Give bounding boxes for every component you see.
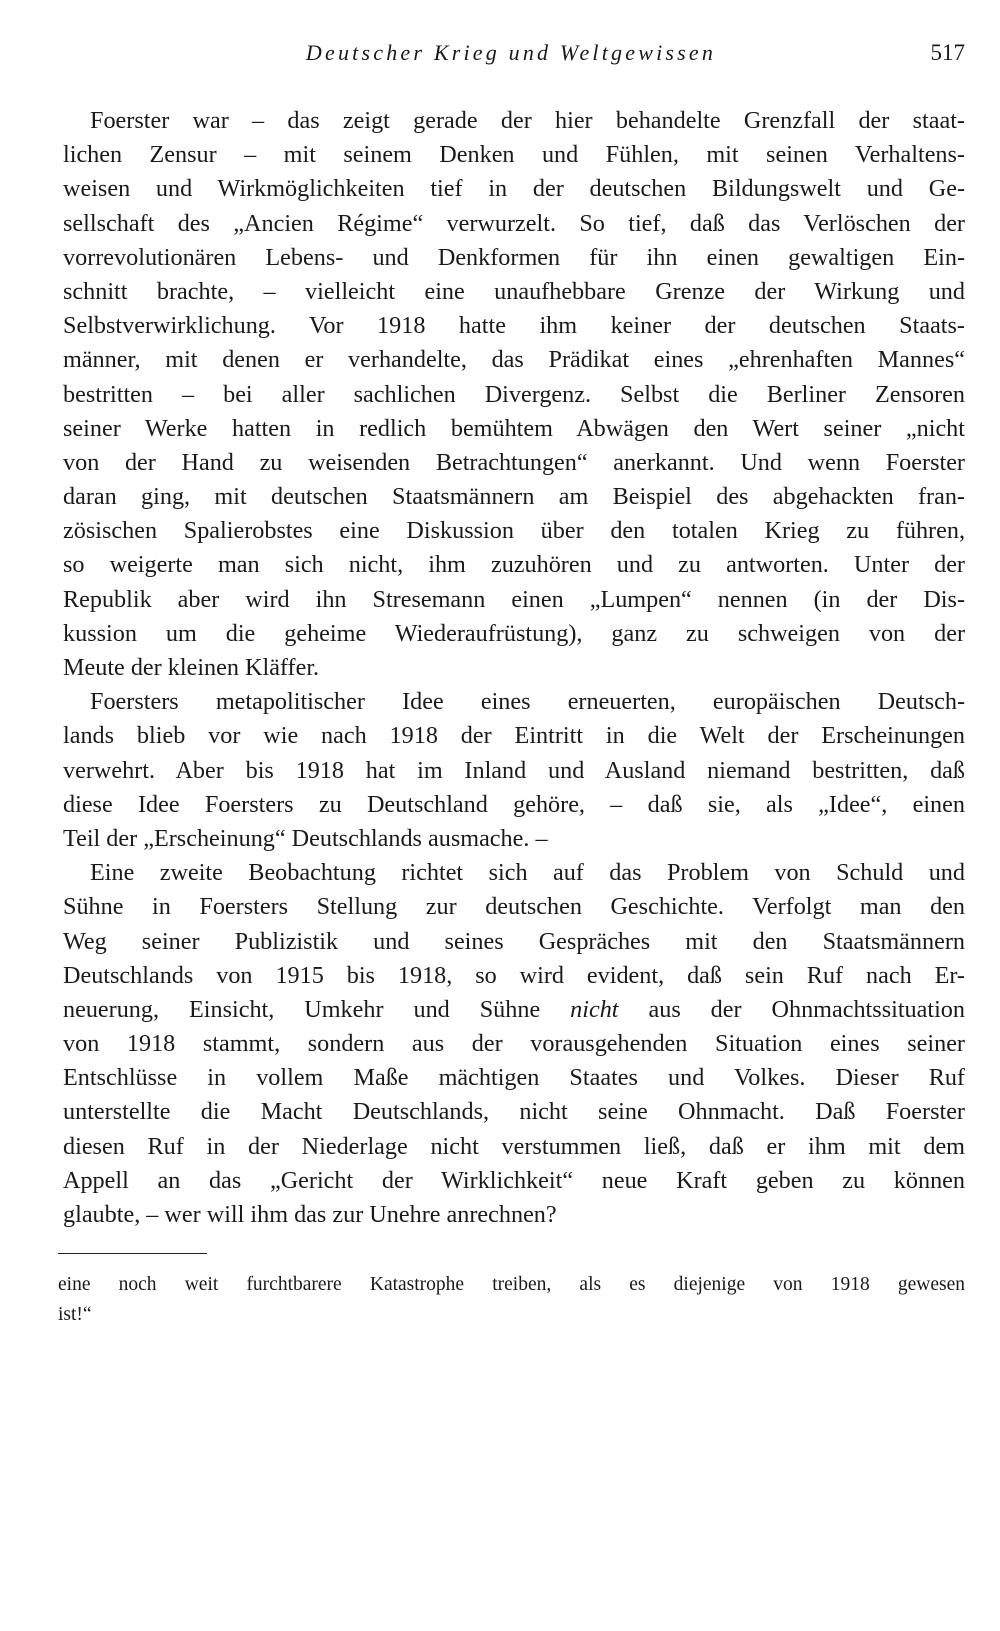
text-span: neuerung, Einsicht, Umkehr und Sühne — [63, 995, 571, 1023]
text-line: Deutschlands von 1915 bis 1918, so wird evident, daß sein Ruf nach Er- — [63, 961, 965, 989]
text-line: diese Idee Foersters zu Deutschland gehöre, – daß sie, als „Idee“, einen — [63, 790, 965, 818]
paragraph-2 — [63, 685, 965, 856]
emphasis-word: nicht — [570, 995, 619, 1023]
text-line: Republik aber wird ihn Stresemann einen „Lumpen“ nennen (in der Dis- — [63, 585, 965, 613]
text-line: diesen Ruf in der Niederlage nicht verstummen ließ, daß er ihm mit dem — [63, 1132, 965, 1160]
text-span: aus der Ohnmachtssituation — [618, 995, 965, 1023]
footnote — [58, 1270, 965, 1330]
footnote-divider — [58, 1253, 207, 1254]
main-text — [63, 104, 965, 1232]
text-line: so weigerte man sich nicht, ihm zuzuhören und zu antworten. Unter der — [63, 551, 965, 579]
footnote-line: eine noch weit furchtbarere Katastrophe treiben, als es diejenige von 1918 gewesen — [58, 1274, 965, 1295]
text-line: Meute der kleinen Kläffer. — [63, 654, 320, 681]
running-title: Deutscher Krieg und Weltgewissen — [305, 40, 717, 65]
text-line: männer, mit denen er verhandelte, das Prädikat eines „ehrenhaften Mannes“ — [63, 346, 965, 374]
text-line: Foerster war – das zeigt gerade der hier behandelte Grenzfall der staat- — [90, 107, 965, 134]
paragraph-1 — [63, 104, 965, 685]
text-line: Eine zweite Beobachtung richtet sich auf das Problem von Schuld und — [90, 859, 965, 887]
text-line: Teil der „Erscheinung“ Deutschlands ausmache. – — [63, 824, 548, 852]
text-line: Selbstverwirklichung. Vor 1918 hatte ihm keiner der deutschen Staats- — [63, 312, 965, 340]
text-line: glaubte, – wer will ihm das zur Unehre anrechnen? — [63, 1201, 557, 1228]
text-line: verwehrt. Aber bis 1918 hat im Inland und Ausland niemand bestritten, daß — [63, 756, 965, 784]
text-line: Appell an das „Gericht der Wirklichkeit“ neue Kraft geben zu können — [63, 1166, 965, 1194]
text-line: daran ging, mit deutschen Staatsmännern am Beispiel des abgehackten fran- — [63, 483, 965, 511]
text-line: von der Hand zu weisenden Betrachtungen“ anerkannt. Und wenn Foerster — [63, 448, 965, 476]
text-line: Weg seiner Publizistik und seines Gespräches mit den Staatsmännern — [63, 927, 965, 955]
page-number: 517 — [930, 40, 965, 65]
text-line: unterstellte die Macht Deutschlands, nicht seine Ohnmacht. Daß Foerster — [63, 1098, 965, 1126]
text-line: bestritten – bei aller sachlichen Divergenz. Selbst die Berliner Zensoren — [63, 380, 965, 408]
text-line: zösischen Spalierobstes eine Diskussion über den totalen Krieg zu führen, — [63, 517, 965, 545]
running-header — [57, 40, 965, 76]
text-line: schnitt brachte, – vielleicht eine unaufhebbare Grenze der Wirkung und — [63, 277, 965, 305]
text-line: Foersters metapolitischer Idee eines erneuerten, europäischen Deutsch- — [90, 688, 965, 716]
text-line-with-emphasis — [63, 993, 965, 1027]
text-line: lands blieb vor wie nach 1918 der Eintritt in die Welt der Erscheinungen — [63, 722, 965, 750]
text-line: sellschaft des „Ancien Régime“ verwurzelt. So tief, daß das Verlöschen der — [63, 209, 965, 237]
text-line: lichen Zensur – mit seinem Denken und Fühlen, mit seinen Verhaltens- — [63, 141, 965, 169]
text-line: kussion um die geheime Wiederaufrüstung), ganz zu schweigen von der — [63, 619, 965, 647]
text-line: seiner Werke hatten in redlich bemühtem Abwägen den Wert seiner „nicht — [63, 414, 965, 442]
text-line: Entschlüsse in vollem Maße mächtigen Staates und Volkes. Dieser Ruf — [63, 1064, 965, 1092]
text-line: weisen und Wirkmöglichkeiten tief in der deutschen Bildungswelt und Ge- — [63, 175, 965, 203]
footnote-line: ist!“ — [58, 1304, 92, 1325]
paragraph-3 — [63, 856, 965, 1232]
text-line: von 1918 stammt, sondern aus der vorausgehenden Situation eines seiner — [63, 1030, 965, 1058]
text-line: Sühne in Foersters Stellung zur deutschen Geschichte. Verfolgt man den — [63, 893, 965, 921]
text-line: vorrevolutionären Lebens- und Denkformen für ihn einen gewaltigen Ein- — [63, 243, 965, 271]
